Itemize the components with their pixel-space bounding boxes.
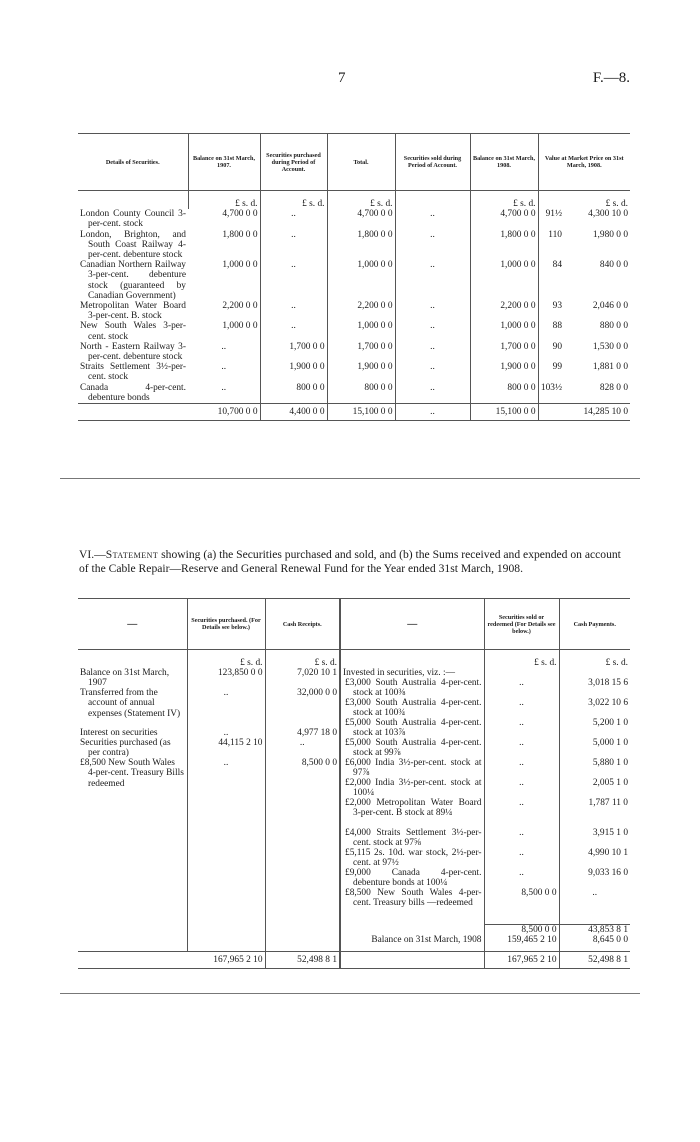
header-cash-receipts: Cash Receipts. (265, 599, 340, 650)
security-name: London, Brighton, and South Coast Railway 4-per-cent. debenture stock (80, 229, 186, 261)
investment-sold: .. (519, 718, 524, 729)
header-sold: Securities sold during Period of Account. (395, 134, 470, 191)
sold: .. (395, 230, 470, 261)
security-row (78, 321, 630, 341)
section-divider (60, 478, 640, 479)
balance-1907: 2,200 0 0 (188, 301, 260, 321)
investment-sold: .. (519, 868, 524, 879)
sold: .. (395, 362, 470, 382)
investment-payment: 5,880 1 0 (592, 758, 628, 769)
market-price: 91½ (545, 209, 562, 220)
market-price: 99 (552, 362, 562, 373)
sold: .. (395, 209, 470, 229)
investment-payment: 5,200 1 0 (592, 718, 628, 729)
header-purchased: Securities purchased during Period of Account. (260, 134, 327, 191)
total-total: 15,100 0 0 (327, 404, 395, 421)
left-item-receipts: 4,977 18 0 (297, 728, 337, 739)
investment-label: £2,000 Metropolitan Water Board 3-per-cent. B stock at 89¼ (345, 798, 482, 819)
left-item-receipts: .. (299, 738, 305, 749)
page-bottom-rule (60, 993, 640, 994)
investment-payment: 5,000 1 0 (592, 738, 628, 749)
security-row (78, 342, 630, 362)
totals-row (78, 404, 630, 421)
total-balance-1907: 10,700 0 0 (188, 404, 260, 421)
total: 1,900 0 0 (327, 362, 395, 382)
investment-label: £5,000 South Australia 4-per-cent. stock at 99⅞ (345, 738, 482, 759)
unit-label: £ s. d. (188, 191, 260, 210)
security-name: Metropolitan Water Board 3-per-cent. B. stock (80, 301, 186, 322)
balance-1908: 4,700 0 0 (470, 209, 538, 229)
invested-intro: Invested in securities, viz. :— (343, 668, 455, 679)
total-market: 14,285 10 0 (564, 404, 630, 421)
security-row (78, 260, 630, 301)
investment-label: £5,000 South Australia 4-per-cent. stock at 103⅞ (345, 718, 482, 739)
investment-label: £9,000 Canada 4-per-cent. debenture bonds at 100¼ (345, 868, 482, 889)
market-value: 1,980 0 0 (592, 229, 628, 240)
investment-sold: .. (519, 698, 524, 709)
total-receipts: 52,498 8 1 (265, 952, 340, 969)
page-number: 7 (338, 70, 346, 86)
investment-payment: 3,018 15 6 (588, 678, 628, 689)
header-securities-sold: Securities sold or redeemed (For Details see below.) (484, 599, 559, 650)
total-purchased: 167,965 2 10 (187, 952, 265, 969)
investment-label: £3,000 South Australia 4-per-cent. stock at 100¾ (345, 698, 482, 719)
purchased: .. (260, 260, 327, 301)
market-price: 90 (552, 341, 562, 352)
investment-sold: .. (519, 798, 524, 809)
investment-label: £6,000 India 3½-per-cent. stock at 97⅞ (345, 758, 482, 779)
balance-1908: 2,200 0 0 (470, 301, 538, 321)
purchased: .. (260, 230, 327, 261)
total-sold: .. (395, 404, 470, 421)
market-value: 4,300 10 0 (588, 209, 628, 220)
investment-label: £3,000 South Australia 4-per-cent. stock at 100⅜ (345, 678, 482, 699)
total: 1,000 0 0 (327, 321, 395, 341)
header-balance-1908: Balance on 31st March, 1908. (470, 134, 538, 191)
balance-1907: .. (188, 342, 260, 362)
balance-1908: 1,000 0 0 (470, 260, 538, 301)
unit-label: £ s. d. (327, 191, 395, 210)
statement-text: showing (a) the Securities purchased and sold, and (b) the Sums received and expended on account of the Cable Repair—Reserve and General Renewal Fund for the Year ended 31st March, 1908. (79, 548, 621, 575)
security-row (78, 301, 630, 321)
balance-1908-sold: 159,465 2 10 (484, 935, 559, 952)
left-item-label: £8,500 New South Wales 4-per-cent. Treasury Bills redeemed (80, 758, 184, 789)
statement-title-word: Statement (105, 548, 159, 561)
purchased: .. (260, 209, 327, 229)
header-securities-purchased: Securities purchased. (For Details see below.) (187, 599, 265, 650)
statement-prefix: VI.— (79, 548, 106, 561)
investment-sold: 8,500 0 0 (521, 888, 557, 899)
left-item-label: Transferred from the account of annual expenses (Statement IV) (80, 688, 181, 719)
total: 800 0 0 (327, 383, 395, 404)
purchased: 1,900 0 0 (260, 362, 327, 382)
investment-payment: 4,990 10 1 (588, 848, 628, 859)
statement-heading (79, 548, 627, 576)
securities-table (78, 133, 630, 421)
investment-sold: .. (519, 738, 524, 749)
header-balance-1907: Balance on 31st March, 1907. (188, 134, 260, 191)
investment-sold: .. (519, 848, 524, 859)
sold: .. (395, 260, 470, 301)
market-value: 880 0 0 (599, 321, 628, 332)
investment-label: £8,500 New South Wales 4-per-cent. Treasury bills —redeemed (345, 888, 482, 909)
left-item-purchased: 44,115 2 10 (218, 738, 263, 749)
balance-1908: 1,900 0 0 (470, 362, 538, 382)
header-details: Details of Securities. (78, 134, 188, 191)
unit-label: £ s. d. (605, 658, 628, 668)
market-price: 103½ (540, 382, 562, 393)
balance-1908: 1,800 0 0 (470, 230, 538, 261)
purchased: 1,700 0 0 (260, 342, 327, 362)
unit-label: £ s. d. (484, 650, 559, 669)
total: 1,700 0 0 (327, 342, 395, 362)
unit-label: £ s. d. (470, 191, 538, 210)
security-name: Straits Settlement 3½-per-cent. stock (80, 362, 186, 383)
investment-sold: .. (519, 778, 524, 789)
unit-label: £ s. d. (260, 191, 327, 210)
sold: .. (395, 321, 470, 341)
sold: .. (395, 383, 470, 404)
total: 4,700 0 0 (327, 209, 395, 229)
total: 1,000 0 0 (327, 260, 395, 301)
security-name: New South Wales 3-per-cent. stock (80, 321, 186, 342)
investment-payment: 2,005 1 0 (592, 778, 628, 789)
balance-1907: 1,000 0 0 (188, 260, 260, 301)
header-right-dash: — (340, 599, 484, 650)
security-name: Canada 4-per-cent. debenture bonds (80, 382, 186, 403)
investment-label: £2,000 India 3½-per-cent. stock at 100¼ (345, 778, 482, 799)
header-cash-payments: Cash Payments. (559, 599, 630, 650)
header-market-value: Value at Market Price on 31st March, 1908. (538, 134, 630, 191)
purchased: .. (260, 301, 327, 321)
balance-1907: 4,700 0 0 (188, 209, 260, 229)
balance-1908: 800 0 0 (470, 383, 538, 404)
purchased: .. (260, 321, 327, 341)
security-row (78, 230, 630, 261)
total-purchased: 4,400 0 0 (260, 404, 327, 421)
left-item-receipts: 32,000 0 0 (297, 688, 337, 699)
balance-1908-payments: 8,645 0 0 (592, 934, 628, 945)
market-value: 840 0 0 (599, 260, 628, 271)
securities-rows (78, 209, 630, 403)
investment-sold: .. (519, 758, 524, 769)
market-price: 88 (552, 321, 562, 332)
security-name: London County Council 3-per-cent. stock (80, 209, 186, 230)
market-price: 110 (548, 229, 562, 240)
balance-1907: .. (188, 383, 260, 404)
left-item-receipts: 8,500 0 0 (301, 758, 337, 769)
total-sold: 167,965 2 10 (484, 952, 559, 969)
investment-sold: .. (519, 828, 524, 839)
investment-sold: .. (519, 678, 524, 689)
investment-label: £4,000 Straits Settlement 3½-per-cent. stock at 97⅝ (345, 828, 482, 849)
header-left-dash: — (78, 599, 187, 650)
market-price: 84 (552, 260, 562, 271)
left-item-purchased: .. (223, 688, 229, 699)
investment-payment: 3,915 1 0 (592, 828, 628, 839)
market-value: 1,881 0 0 (592, 362, 628, 373)
investment-payment: 9,033 16 0 (588, 868, 628, 879)
security-name: North - Eastern Railway 3-per-cent. debenture stock (80, 341, 186, 363)
left-item-label: Securities purchased (as per contra) (80, 738, 171, 759)
page-reference: F.—8. (592, 70, 630, 86)
balance-1907: .. (188, 362, 260, 382)
market-value: 1,530 0 0 (592, 341, 628, 352)
unit-label: £ s. d. (605, 199, 628, 209)
left-item-purchased: .. (223, 758, 229, 769)
investment-payment: .. (592, 888, 598, 899)
subtotal-payments: 43,853 8 1 (559, 924, 630, 935)
left-item-label: Balance on 31st March, 1907 (80, 668, 170, 689)
market-value: 828 0 0 (599, 382, 628, 393)
left-item-purchased: 123,850 0 0 (217, 668, 263, 679)
subtotal-sold: 8,500 0 0 (484, 924, 559, 935)
left-item-label: Interest on securities (80, 728, 158, 739)
market-value: 2,046 0 0 (592, 301, 628, 312)
balance-1908-label: Balance on 31st March, 1908 (340, 935, 484, 952)
purchased: 800 0 0 (260, 383, 327, 404)
security-name: Canadian Northern Railway 3-per-cent. debenture stock (guaranteed by Canadian Government) (80, 260, 186, 301)
total: 1,800 0 0 (327, 230, 395, 261)
market-price: 93 (552, 301, 562, 312)
left-item-purchased: .. (223, 728, 229, 739)
cable-fund-table (78, 598, 630, 969)
security-row (78, 209, 630, 229)
balance-1908: 1,000 0 0 (470, 321, 538, 341)
totals-row (78, 952, 630, 969)
unit-label: £ s. d. (187, 650, 265, 669)
security-row (78, 383, 630, 404)
balance-1908: 1,700 0 0 (470, 342, 538, 362)
investment-label: £5,115 2s. 10d. war stock, 2½-per-cent. at 97½ (345, 848, 482, 869)
investment-payment: 1,787 11 0 (588, 798, 628, 809)
balance-1907: 1,000 0 0 (188, 321, 260, 341)
investment-payment: 3,022 10 6 (588, 698, 628, 709)
unit-label: £ s. d. (265, 650, 340, 669)
total: 2,200 0 0 (327, 301, 395, 321)
header-total: Total. (327, 134, 395, 191)
total-payments: 52,498 8 1 (559, 952, 630, 969)
security-row (78, 362, 630, 382)
balance-1907: 1,800 0 0 (188, 230, 260, 261)
total-balance-1908: 15,100 0 0 (470, 404, 538, 421)
left-item-receipts: 7,020 10 1 (297, 668, 337, 679)
sold: .. (395, 342, 470, 362)
sold: .. (395, 301, 470, 321)
